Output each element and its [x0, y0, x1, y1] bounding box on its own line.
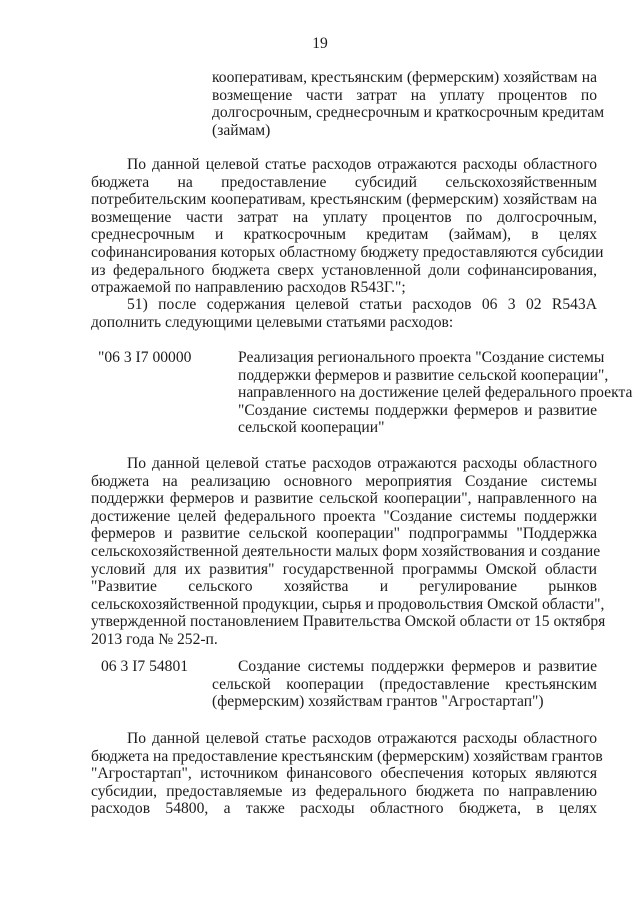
- text-line: потребительским кооперативам, крестьянским (фермерским) хозяйствам на: [91, 191, 597, 209]
- text-line: "Агростартап", источником финансового обеспечения которых являются: [91, 765, 597, 783]
- text-line: По данной целевой статье расходов отражаются расходы областного: [127, 730, 597, 747]
- item-title: [212, 658, 597, 711]
- paragraph: [91, 455, 606, 649]
- text-line: возмещение части затрат на уплату процентов по: [212, 86, 597, 104]
- text-line: возмещение части затрат на уплату процентов по долгосрочным,: [91, 208, 597, 226]
- text-line: субсидии, предоставляемые из федерального бюджета по направлению: [91, 782, 597, 800]
- text-line: поддержки фермеров и развитие сельской кооперации", направленного на: [91, 490, 597, 508]
- text-line: из федерального бюджета сверх установленной доли софинансирования,: [91, 261, 597, 279]
- text-line: сельской кооперации (предоставление крестьянским: [212, 675, 597, 693]
- text-line: достижение целей федерального проекта "Создание системы поддержки: [91, 507, 597, 525]
- text-line: сельскохозяйственной продукции, сырья и продовольствия Омской области",: [91, 595, 605, 613]
- text-line: кооперативам, крестьянским (фермерским) хозяйствам на: [212, 69, 597, 86]
- text-line: поддержки фермеров и развитие сельской кооперации",: [238, 366, 609, 384]
- text-line: расходов 54800, а также расходы областного бюджета, в целях: [91, 800, 597, 818]
- text-line: условий для их развития" государственной программы Омской области: [91, 560, 597, 578]
- text-line: По данной целевой статье расходов отражаются расходы областного: [127, 156, 597, 173]
- text-line: дополнить следующими целевыми статьями расходов:: [91, 313, 454, 331]
- item-title: [238, 349, 633, 437]
- text-line: сельской кооперации": [238, 419, 385, 437]
- text-line: бюджета на реализацию основного мероприятия Создание системы: [91, 472, 597, 490]
- text-line: среднесрочным и краткосрочным кредитам (займам), в целях: [91, 226, 597, 244]
- budget-code: 06 3 I7 54801: [101, 658, 189, 675]
- text-line: Создание системы поддержки фермеров и развитие: [238, 658, 597, 675]
- text-line: софинансирования которых областному бюджету предоставляются субсидии: [91, 243, 604, 261]
- text-line: "Развитие сельского хозяйства и регулирование рынков: [91, 578, 597, 596]
- text-line: 2013 года № 252-п.: [91, 630, 218, 648]
- text-line: (займам): [212, 121, 271, 139]
- page-number: 19: [312, 35, 328, 52]
- text-line: утвержденной постановлением Правительства Омской области от 15 октября: [91, 613, 606, 631]
- text-line: отражаемой по направлению расходов R543Г.";: [91, 279, 406, 297]
- text-line: По данной целевой статье расходов отражаются расходы областного: [127, 455, 597, 472]
- paragraph: [91, 730, 603, 818]
- text-line: фермеров и развитие сельской кооперации" подпрограммы "Поддержка: [91, 525, 597, 543]
- text-line: бюджета на предоставление субсидий сельскохозяйственным: [91, 173, 597, 191]
- budget-code: "06 3 I7 00000: [98, 349, 192, 366]
- text-line: (фермерским) хозяйствам грантов "Агростартап"): [212, 693, 544, 711]
- text-line: направленного на достижение целей федерального проекта: [238, 384, 633, 402]
- text-line: сельскохозяйственной деятельности малых форм хозяйствования и создание: [91, 542, 601, 560]
- continued-item-title: [212, 69, 605, 139]
- paragraph: [91, 156, 604, 297]
- text-line: бюджета на предоставление крестьянским (фермерским) хозяйствам грантов: [91, 747, 603, 765]
- text-line: долгосрочным, среднесрочным и краткосрочным кредитам: [212, 104, 605, 122]
- numbered-paragraph: [91, 296, 597, 331]
- text-line: Реализация регионального проекта "Создание системы: [238, 349, 605, 366]
- text-line: "Создание системы поддержки фермеров и развитие: [238, 401, 597, 419]
- text-line: 51) после содержания целевой статьи расходов 06 3 02 R543А: [127, 296, 597, 313]
